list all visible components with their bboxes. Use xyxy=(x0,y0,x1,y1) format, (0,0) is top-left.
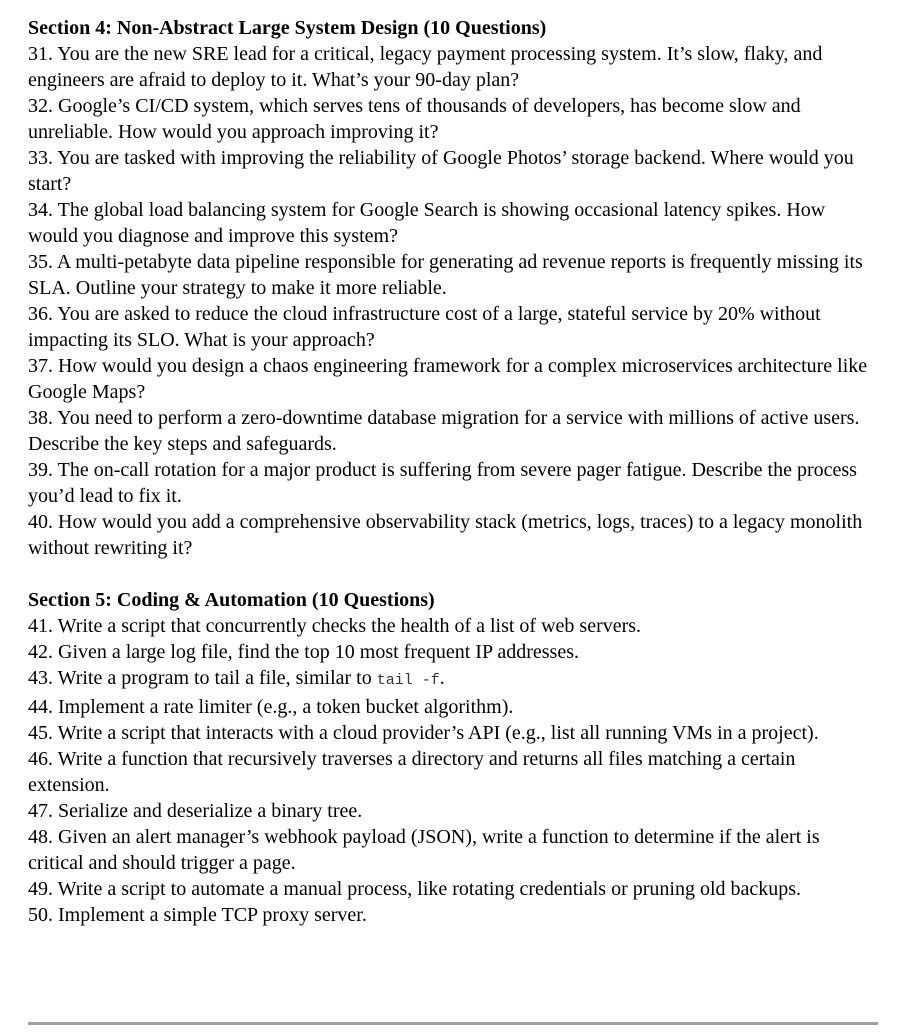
question-item: 34. The global load balancing system for Google Search is showing occasional latency spikes. How would you diagnose and improve this system? xyxy=(28,199,826,247)
question-item: 42. Given a large log file, find the top 10 most frequent IP addresses. xyxy=(28,641,579,663)
question-item: 35. A multi-petabyte data pipeline responsible for generating ad revenue reports is frequently missing its SLA. Outline your strategy to make it more reliable. xyxy=(28,251,863,299)
question-item: 50. Implement a simple TCP proxy server. xyxy=(28,904,367,926)
question-item: 41. Write a script that concurrently checks the health of a list of web servers. xyxy=(28,615,642,637)
section-heading: Section 4: Non-Abstract Large System Design (10 Questions) xyxy=(28,17,547,39)
question-item: 44. Implement a rate limiter (e.g., a token bucket algorithm). xyxy=(28,696,514,718)
question-text: . xyxy=(439,667,445,689)
section-4 xyxy=(28,15,880,561)
question-item: 31. You are the new SRE lead for a critical, legacy payment processing system. It’s slow, flaky, and engineers are afraid to deploy to it. What’s your 90-day plan? xyxy=(28,43,823,91)
question-item: 47. Serialize and deserialize a binary tree. xyxy=(28,800,363,822)
question-item: 46. Write a function that recursively traverses a directory and returns all files matching a certain extension. xyxy=(28,748,796,796)
horizontal-divider xyxy=(28,1022,878,1025)
section-5 xyxy=(28,587,880,928)
question-item: 36. You are asked to reduce the cloud infrastructure cost of a large, stateful service by 20% without impacting its SLO. What is your approach? xyxy=(28,303,821,351)
inline-code: tail -f xyxy=(376,672,440,689)
question-item: 37. How would you design a chaos engineering framework for a complex microservices architecture like Google Maps? xyxy=(28,355,868,403)
section-heading: Section 5: Coding & Automation (10 Questions) xyxy=(28,589,435,611)
question-item: 33. You are tasked with improving the reliability of Google Photos’ storage backend. Where would you start? xyxy=(28,147,854,195)
question-item: 48. Given an alert manager’s webhook payload (JSON), write a function to determine if the alert is critical and should trigger a page. xyxy=(28,826,820,874)
question-item: 32. Google’s CI/CD system, which serves tens of thousands of developers, has become slow and unreliable. How would you approach improving it? xyxy=(28,95,801,143)
question-item: 38. You need to perform a zero-downtime database migration for a service with millions of active users. Describe the key steps and safeguards. xyxy=(28,407,860,455)
question-item: 49. Write a script to automate a manual process, like rotating credentials or pruning old backups. xyxy=(28,878,802,900)
question-item: 40. How would you add a comprehensive observability stack (metrics, logs, traces) to a legacy monolith without rewriting it? xyxy=(28,511,863,559)
question-item: 45. Write a script that interacts with a cloud provider’s API (e.g., list all running VMs in a project). xyxy=(28,722,819,744)
question-item: 39. The on-call rotation for a major product is suffering from severe pager fatigue. Describe the process you’d lead to fix it. xyxy=(28,459,857,507)
document-page xyxy=(28,15,880,928)
section-spacer xyxy=(28,561,880,587)
question-text: 43. Write a program to tail a file, similar to xyxy=(28,667,377,689)
question-item xyxy=(28,665,880,694)
